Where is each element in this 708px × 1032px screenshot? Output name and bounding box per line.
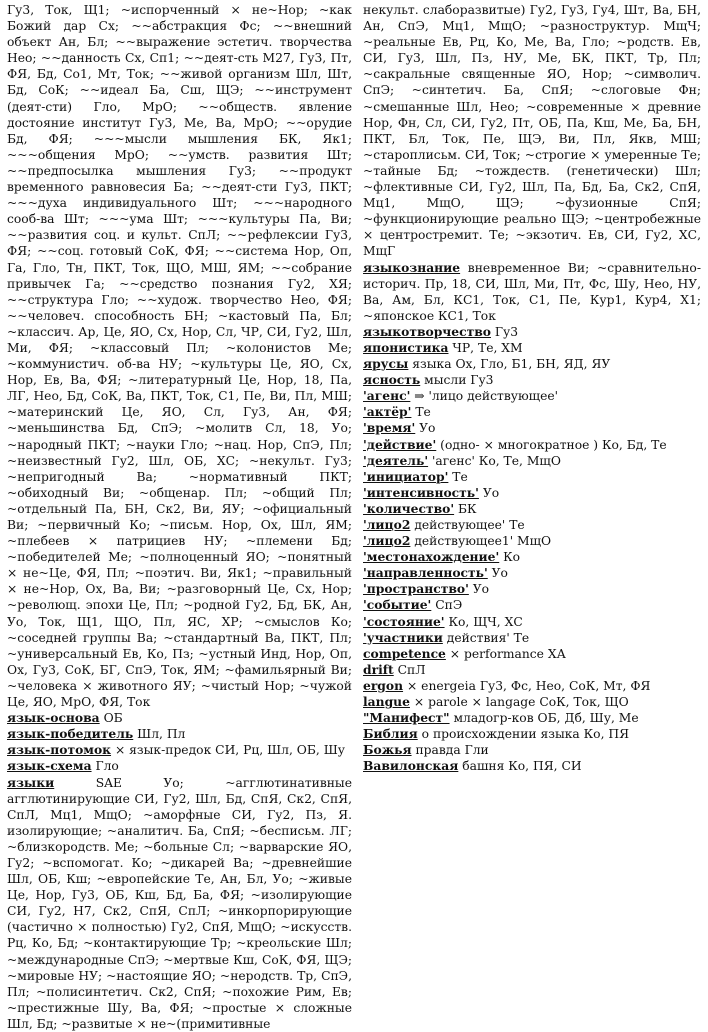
index-entry <box>363 726 701 742</box>
index-entry <box>363 469 701 485</box>
index-entry <box>7 742 352 758</box>
entry-headword: японистика <box>363 340 448 355</box>
index-entry <box>363 565 701 581</box>
entry-headword: 'состояние' <box>363 614 445 629</box>
index-entry <box>363 260 701 324</box>
entry-references: младогр-ков ОБ, Дб, Шу, Ме <box>450 711 639 725</box>
index-entry <box>363 758 701 774</box>
entry-references: Гу3 <box>491 325 518 339</box>
entry-references: × parole × langage СоК, Ток, ЩО <box>410 695 629 709</box>
entry-headword: ergon <box>363 678 403 693</box>
index-entry <box>363 453 701 469</box>
entry-references: ⇒ 'лицо действующее' <box>410 389 558 403</box>
entry-references: SAE Уо; ~агглютинативные агглютинирующие СИ, Гу2, Шл, Бд, СпЯ, Ск2, СпЯ, СпЛ, Мц1, МщО; ~аморфные СИ, Гу2, Пз, Я. изолирующие; ~аналитич. Ба, СпЯ; ~бесписьм. ЛГ; ~близкородств. Ме; ~больные Сл; ~варварские ЯО, Гу2; ~вспомогат. Ко; ~дикарей Ва; ~древнейшие Шл, ОБ, Кш; ~европейские Те, Ан, Бл, Уо; ~живые Це, Нор, Гу3, ОБ, Кш, Бд, Ба, ФЯ; ~изолирующие СИ, Гу2, Н7, Ск2, СпЯ, СпЛ; ~инкорпорирующие (частично × полностью) Гу2, СпЯ, МщО; ~искусств. Рц, Ко, Бд; ~контактирующие Тр; ~креольские Шл; ~международные СпЭ; ~мертвые Кш, СоК, ФЯ, ЩЭ; ~мировые НУ; ~настоящие ЯО; ~неродств. Тр, СпЭ, Пл; ~полисинтетич. Ск2, СпЯ; ~похожие Рим, Ев; ~престижные Шу, Ва, ФЯ; ~простые × сложные Шл, Бд; ~развитые × не~(примитивные <box>7 776 352 1031</box>
entry-headword: 'событие' <box>363 597 431 612</box>
entry-headword: ясность <box>363 372 420 387</box>
index-column-right <box>363 2 701 702</box>
index-entry <box>363 517 701 533</box>
entry-references: Уо <box>479 486 499 500</box>
index-entry <box>363 533 701 549</box>
entry-references: × performance ХА <box>446 647 566 661</box>
index-entry <box>7 775 352 1032</box>
index-entry <box>363 2 701 260</box>
index-entry <box>363 678 701 694</box>
entry-headword: Божья <box>363 742 412 757</box>
entry-references: ЧР, Те, ХМ <box>448 341 522 355</box>
entry-headword: "Манифест" <box>363 710 450 725</box>
entry-references: (одно- × многократное ) Ко, Бд, Те <box>436 438 666 452</box>
entry-headword: 'инициатор' <box>363 469 448 484</box>
index-column-left <box>7 2 352 1018</box>
entry-references: 'агенс' Ко, Те, МщО <box>428 454 561 468</box>
entry-references: действующее' Те <box>410 518 524 532</box>
entry-headword: 'местонахождение' <box>363 549 499 564</box>
entry-headword: drift <box>363 662 394 677</box>
entry-headword: 'интенсивность' <box>363 485 479 500</box>
index-entry <box>7 2 352 710</box>
entry-references: правда Гли <box>412 743 489 757</box>
entry-references: языка Ох, Гло, Б1, БН, ЯД, ЯУ <box>408 357 610 371</box>
entry-references: мысли Гу3 <box>420 373 493 387</box>
index-entry <box>363 646 701 662</box>
entry-references: СпЭ <box>431 598 462 612</box>
entry-references: Гу3, Ток, Щ1; ~испорченный × не~Нор; ~как Божий дар Сх; ~~абстракция Фс; ~~внешний объект Ан, Бл; ~~выражение эстетич. творчества Нео; ~~данность Сх, Сп1; ~~деят-сть М27, Гу3, Пт, ФЯ, Бд, Со1, Мт, Ток; ~~живой организм Шл, Шт, Бд, СоК; ~~идеал Ба, Сш, ЩЭ; ~~инструмент (деят-сти) Гло, МрО; ~~обществ. явление достояние институт Гу3, Ме, Ва, МрО; ~~орудие Бд, ФЯ; ~~~мысли мышления БК, Як1; ~~~общения МрО; ~~умств. развития Шт; ~~предпосылка мышления Гу3; ~~продукт временного равновесия Ба; ~~деят-сти Гу3, ПКТ; ~~~духа индивидуального Шт; ~~~народного сооб-ва Шт; ~~~ума Шт; ~~~культуры Па, Ви; ~~развития соц. и культ. СпЛ; ~~рефлексии Гу3, ФЯ; ~~соц. готовый СоК, ФЯ; ~~система Нор, Оп, Га, Гло, Тн, ПКТ, Ток, ЩО, МШ, ЯМ; ~~собрание привычек Га; ~~средство познания Гу2, ХЯ; ~~структура Гло; ~~худож. творчество Нео, ФЯ; ~~человеч. способность БН; ~кастовый Па, Бл; ~классич. Ар, Це, ЯО, Сх, Нор, Сл, ЧР, СИ, Гу2, Шл, Ми, ФЯ; ~классовый Пл; ~колонистов Ме; ~коммунистич. об-ва НУ; ~культуры Це, ЯО, Сх, Нор, Ев, Ва, ФЯ; ~литературный Це, Нор, 18, Па, ЛГ, Нео, Бд, СоК, Ва, ПКТ, Ток, С1, Пе, Ви, Пл, МШ; ~материнский Це, ЯО, Сл, Гу3, Ан, ФЯ; ~меньшинства Бд, СпЭ; ~молитв Сл, 18, Уо; ~народный ПКТ; ~науки Гло; ~нац. Нор, СпЭ, Пл; ~неизвестный Гу2, Шл, ОБ, ХС; ~некульт. Гу3; ~непригодный Ва; ~нормативный ПКТ; ~обиходный Ви; ~общенар. Пл; ~общий Пл; ~отдельный Па, БН, Ск2, Ви, ЯУ; ~официальный Ви; ~первичный Ко; ~письм. Нор, Ох, Шл, ЯМ; ~плебеев × патрициев НУ; ~племени Бд; ~победителей Ме; ~полноценный ЯО; ~понятный × не~Це, ФЯ, Пл; ~поэтич. Ви, Як1; ~правильный × не~Нор, Ох, Ва, Ви; ~разговорный Це, Сх, Нор; ~револющ. эпохи Це, Пл; ~родной Гу2, Бд, БК, Ан, Уо, Ток, Щ1, ЩО, Пл, ЯС, ХР; ~смыслов Ко; ~соседней группы Ва; ~стандартный Ва, ПКТ, Пл; ~универсальный Ев, Ко, Пз; ~устный Инд, Нор, Оп, Ох, Гу3, СоК, БГ, СпЭ, Ток, ЯМ; ~фамильярный Ви; ~человека × животного ЯУ; ~чистый Нор; ~чужой Це, ЯО, МрО, ФЯ, Ток <box>7 3 352 709</box>
index-entry <box>363 614 701 630</box>
entry-references: СпЛ <box>394 663 426 677</box>
index-entry <box>363 356 701 372</box>
entry-references: Те <box>411 405 430 419</box>
entry-headword: Вавилонская <box>363 758 458 773</box>
index-entry <box>363 597 701 613</box>
index-entry <box>363 630 701 646</box>
index-entry <box>363 404 701 420</box>
entry-headword: 'актёр' <box>363 404 411 419</box>
entry-references: Те <box>448 470 467 484</box>
entry-headword: языкотворчество <box>363 324 491 339</box>
entry-headword: язык-основа <box>7 710 100 725</box>
entry-references: Ко <box>499 550 520 564</box>
entry-headword: 'пространство' <box>363 581 469 596</box>
entry-references: о происхождении языка Ко, ПЯ <box>418 727 629 741</box>
entry-headword: 'действие' <box>363 437 436 452</box>
entry-headword: язык-победитель <box>7 726 133 741</box>
entry-references: Ко, ЩЧ, ХС <box>445 615 523 629</box>
index-entry <box>363 742 701 758</box>
entry-headword: языкознание <box>363 260 460 275</box>
entry-headword: ярусы <box>363 356 408 371</box>
entry-references: действующее1' МщО <box>410 534 551 548</box>
entry-headword: 'направленность' <box>363 565 488 580</box>
index-entry <box>363 549 701 565</box>
index-entry <box>363 581 701 597</box>
entry-references: действия' Те <box>443 631 529 645</box>
entry-headword: 'время' <box>363 420 415 435</box>
entry-references: некульт. слаборазвитые) Гу2, Гу3, Гу4, Шт, Ва, БН, Ан, СпЭ, Мц1, МщО; ~разноструктур. МщЧ; ~реальные Ев, Рц, Ко, Ме, Ва, Гло; ~родств. Ев, СИ, Гу3, Шл, Пз, НУ, Ме, БК, ПКТ, Тр, Пл; ~сакральные священные ЯО, Нор; ~символич. СпЭ; ~синтетич. Ба, СпЯ; ~слоговые Фн; ~смешанные Шл, Нео; ~современные × древние Нор, Фн, Сл, СИ, Гу2, Пт, ОБ, Па, Кш, Ме, Ба, БН, ПКТ, Бл, Ток, Пе, ЩЭ, Ви, Пл, Якв, МШ; ~староплисьм. СИ, Ток; ~строгие × умеренные Те; ~тайные Бд; ~тождеств. (генетически) Шл; ~флективные СИ, Гу2, Шл, Па, Бд, Ба, Ск2, СпЯ, Мц1, МщО, ЩЭ; ~фузионные СпЯ; ~функционирующие реально ЩЭ; ~центробежные × центростремит. Те; ~экзотич. Ев, СИ, Гу2, ХС, МщГ <box>363 3 701 258</box>
entry-headword: язык-схема <box>7 758 92 773</box>
entry-references: Уо <box>415 421 435 435</box>
entry-headword: 'лицо2 <box>363 517 410 532</box>
index-entry <box>363 501 701 517</box>
entry-references: ОБ <box>100 711 123 725</box>
entry-headword: Библия <box>363 726 418 741</box>
index-entry <box>363 437 701 453</box>
entry-references: БК <box>454 502 476 516</box>
index-entry <box>363 340 701 356</box>
index-entry <box>363 324 701 340</box>
entry-headword: 'деятель' <box>363 453 428 468</box>
entry-references: × energeia Гу3, Фс, Нео, СоК, Мт, ФЯ <box>403 679 650 693</box>
index-entry <box>363 694 701 710</box>
entry-references: башня Ко, ПЯ, СИ <box>458 759 581 773</box>
index-entry <box>363 710 701 726</box>
entry-references: вневременное Ви; ~сравнительно-историч. Пр, 18, СИ, Шл, Ми, Пт, Фс, Шу, Нео, НУ, Ва, Ам, Бл, КС1, Ток, С1, Пе, Кур1, Кур4, Х1; ~японское КС1, Ток <box>363 261 701 323</box>
index-entry <box>7 710 352 726</box>
entry-references: Уо <box>469 582 489 596</box>
entry-headword: 'лицо2 <box>363 533 410 548</box>
index-entry <box>363 388 701 404</box>
entry-headword: языки <box>7 775 54 790</box>
entry-references: Шл, Пл <box>133 727 185 741</box>
entry-headword: langue <box>363 694 410 709</box>
index-entry <box>7 726 352 742</box>
entry-headword: 'агенс' <box>363 388 410 403</box>
entry-headword: 'количество' <box>363 501 454 516</box>
index-entry <box>363 372 701 388</box>
entry-headword: 'участники <box>363 630 443 645</box>
entry-references: Гло <box>92 759 119 773</box>
entry-headword: язык-потомок <box>7 742 111 757</box>
index-entry <box>7 758 352 774</box>
index-entry <box>363 662 701 678</box>
index-entry <box>363 485 701 501</box>
entry-headword: competence <box>363 646 446 661</box>
entry-references: × язык-предок СИ, Рц, Шл, ОБ, Шу <box>111 743 345 757</box>
entry-references: Уо <box>488 566 508 580</box>
index-entry <box>363 420 701 436</box>
